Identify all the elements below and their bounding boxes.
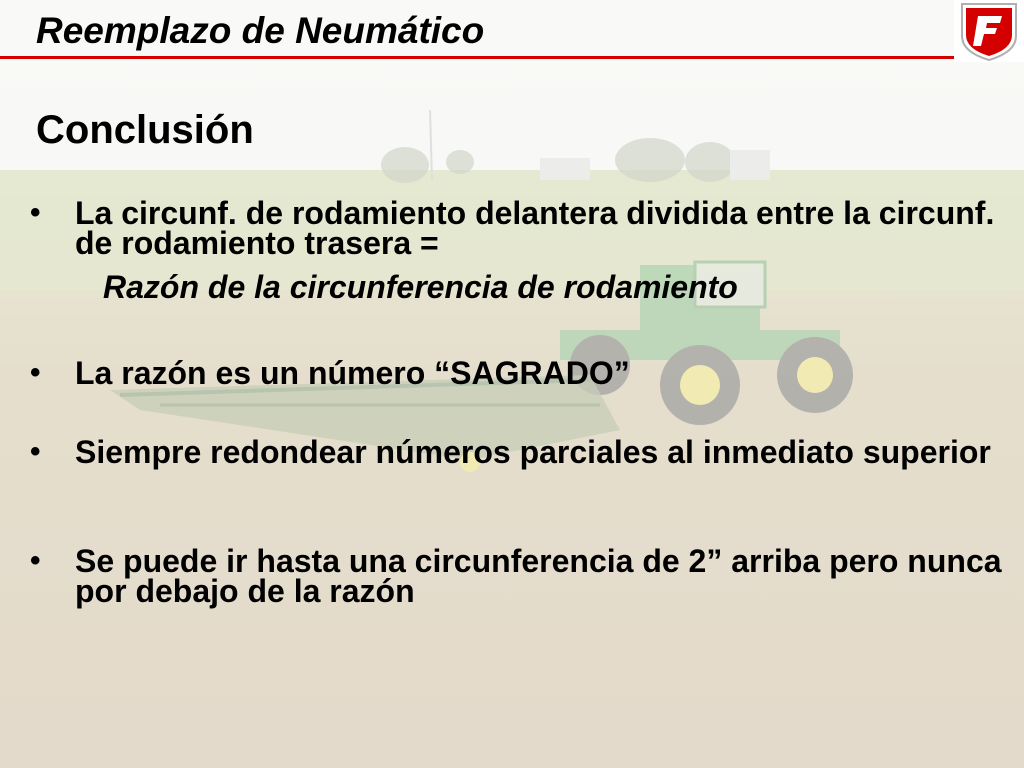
bullet-dot-icon: • <box>30 356 41 389</box>
slide-title: Reemplazo de Neumático <box>36 10 485 51</box>
bullet-dot-icon: • <box>30 435 41 468</box>
bullet-dot-icon: • <box>30 544 41 577</box>
bullet-subtext: Razón de la circunferencia de rodamiento <box>103 269 738 305</box>
bullet-dot-icon: • <box>30 196 41 229</box>
bullet-text: Se puede ir hasta una circunferencia de 2” arriba pero nunca por debajo de la razón <box>75 543 1002 609</box>
section-title: Conclusión <box>36 108 254 152</box>
title-underline <box>0 56 958 59</box>
bullet-text: La circunf. de rodamiento delantera dividida entre la circunf. de rodamiento trasera = <box>75 195 995 261</box>
bullet-text: Siempre redondear números parciales al inmediato superior <box>75 434 991 470</box>
firestone-f-logo-icon <box>954 0 1024 62</box>
bullet-text: La razón es un número “SAGRADO” <box>75 355 630 391</box>
